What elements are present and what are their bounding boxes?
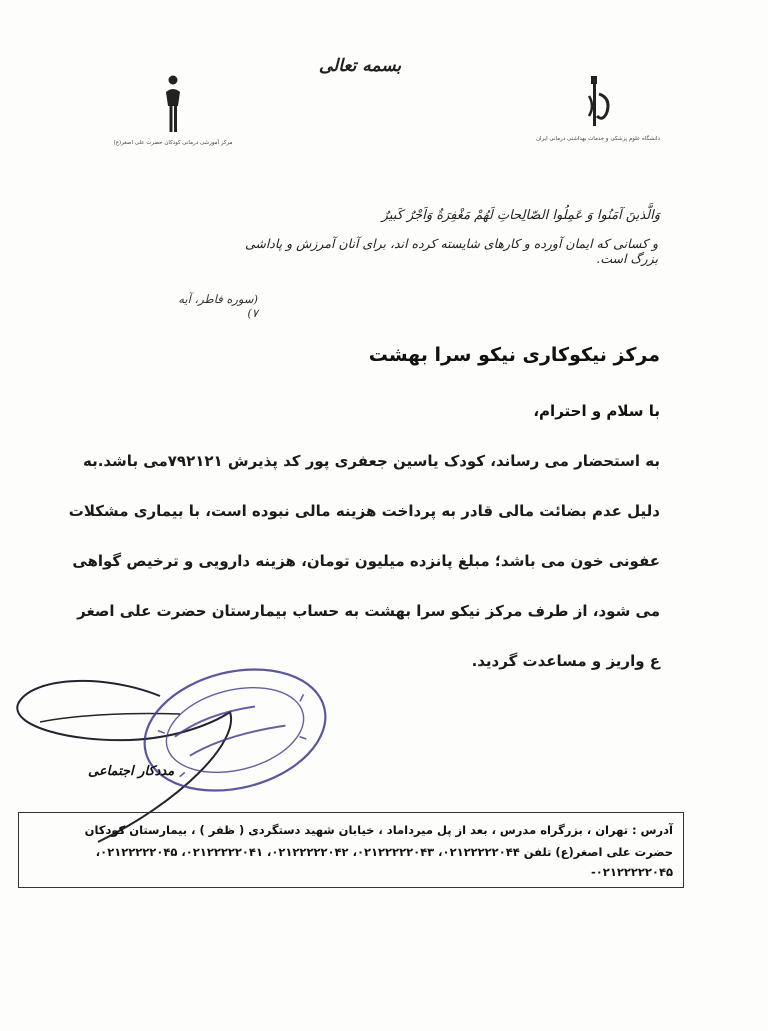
phone-line-continued: ۰۲۱۲۲۲۲۲۰۴۵- — [591, 865, 673, 879]
greeting: با سلام و احترام، — [533, 402, 660, 420]
university-emblem-icon — [585, 72, 615, 132]
university-logo — [536, 72, 660, 142]
quran-verse-translation: و کسانی که ایمان آورده و کارهای شایسته کرده اند، برای آنان آمرزش و پاداشی بزرگ است. — [244, 236, 658, 266]
hospital-emblem-icon — [158, 72, 188, 136]
social-worker-signature: مددکار اجتماعی — [88, 764, 175, 779]
body-line: می شود، از طرف مرکز نیکو سرا بهشت به حساب بیمارستان حضرت علی اصغر — [77, 602, 660, 620]
address-line: آدرس : تهران ، بزرگراه مدرس ، بعد از پل میرداماد ، خیابان شهید دستگردی ( ظفر ) ، بیمارستان کودکان — [84, 823, 673, 837]
hospital-logo-caption: مرکز آموزشی درمانی کودکان حضرت علی اصغر(ع) — [113, 140, 233, 146]
body-line: عفونی خون می باشد؛ مبلغ پانزده میلیون تومان، هزینه دارویی و ترخیص گواهی — [72, 552, 660, 570]
quran-verse-reference: (سوره فاطر، آیه ۷) — [178, 292, 258, 320]
recipient-title: مرکز نیکوکاری نیکو سرا بهشت — [368, 344, 660, 366]
address-footer — [18, 812, 684, 888]
hospital-logo — [108, 72, 238, 146]
body-line: به استحضار می رساند، کودک یاسین جعفری پور کد پذیرش ۷۹۲۱۲۱می باشد.به — [82, 452, 660, 470]
university-logo-caption: دانشگاه علوم پزشکی و خدمات بهداشتی درمانی ایران — [536, 136, 660, 142]
body-line: ع واریز و مساعدت گردید. — [471, 652, 660, 670]
body-line: دلیل عدم بضائت مالی قادر به پرداخت هزینه مالی نبوده است، با بیماری مشکلات — [68, 502, 660, 520]
quran-verse-arabic: وَالَّذينَ آمَنُوا وَ عَمِلُوا الصّالِحاتِ لَهُمْ مَغْفِرَةٌ وَاَجْرٌ كَبيرٌ — [381, 208, 660, 223]
phone-line: حضرت علی اصغر(ع) تلفن ۰۲۱۲۲۲۲۲۰۴۴، ۰۲۱۲۲۲۲۲۰۴۳، ۰۲۱۲۲۲۲۲۰۴۲، ۰۲۱۲۲۲۲۲۰۴۱، ۰۲۱۲۲۲۲۲۰۴۵، — [95, 845, 673, 859]
bismillah-heading: بسمه تعالی — [318, 56, 402, 76]
